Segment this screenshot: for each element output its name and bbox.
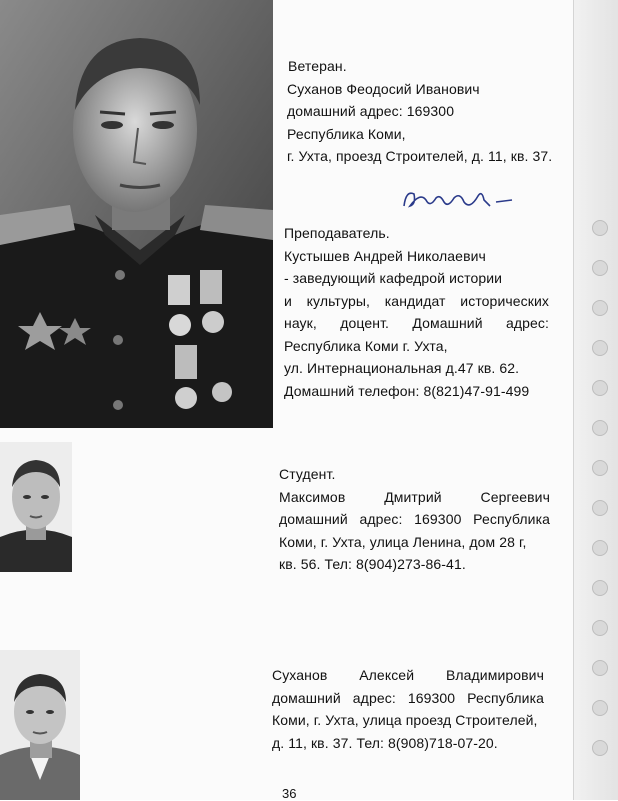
veteran-name: Суханов Феодосий Иванович: [287, 80, 480, 97]
veteran-republic: Республика Коми,: [287, 125, 406, 142]
teacher-line-4: Республика Коми г. Ухта,: [284, 337, 448, 354]
teacher-block: [284, 222, 549, 402]
teacher-name: Кустышев Андрей Николаевич: [284, 247, 486, 264]
student-line-1: Максимов Дмитрий Сергеевич: [279, 488, 550, 505]
handwritten-signature: [400, 186, 520, 214]
student-line-2: домашний адрес: 169300 Республика: [279, 511, 550, 527]
student-heading: Студент.: [279, 466, 336, 482]
teacher-line-6: Домашний телефон: 8(821)47-91-499: [284, 382, 530, 399]
veteran-address-label: домашний адрес: 169300: [287, 103, 455, 119]
veteran-portrait: [0, 0, 273, 428]
veteran-street: г. Ухта, проезд Строителей, д. 11, кв. 37.: [287, 148, 553, 164]
binder-holes: [592, 220, 606, 780]
teacher-line-2: и культуры, кандидат исторических: [284, 292, 549, 309]
student-photo: [0, 442, 72, 572]
student-line-3: Коми, г. Ухта, улица Ленина, дом 28 г,: [279, 533, 527, 550]
page-number: 36: [282, 786, 297, 801]
student-line-4: кв. 56. Тел: 8(904)273-86-41.: [279, 556, 466, 572]
teacher-line-3: наук, доцент. Домашний адрес:: [284, 315, 549, 331]
teacher-line-5: ул. Интернациональная д.47 кв. 62.: [284, 360, 520, 376]
veteran-block: [287, 55, 552, 168]
second-student-line-1: Суханов Алексей Владимирович: [272, 667, 544, 683]
second-student-line-3: Коми, г. Ухта, улица проезд Строителей,: [272, 712, 538, 728]
plastic-sleeve-edge: [573, 0, 618, 800]
second-student-block: [272, 664, 544, 754]
teacher-line-1: - заведующий кафедрой истории: [284, 270, 503, 286]
second-student-line-4: д. 11, кв. 37. Тел: 8(908)718-07-20.: [272, 734, 498, 751]
student-block: [279, 463, 550, 576]
second-student-photo: [0, 650, 80, 800]
veteran-heading: Ветеран.: [288, 58, 347, 74]
second-student-line-2: домашний адрес: 169300 Республика: [272, 689, 544, 706]
teacher-heading: Преподаватель.: [284, 225, 390, 241]
